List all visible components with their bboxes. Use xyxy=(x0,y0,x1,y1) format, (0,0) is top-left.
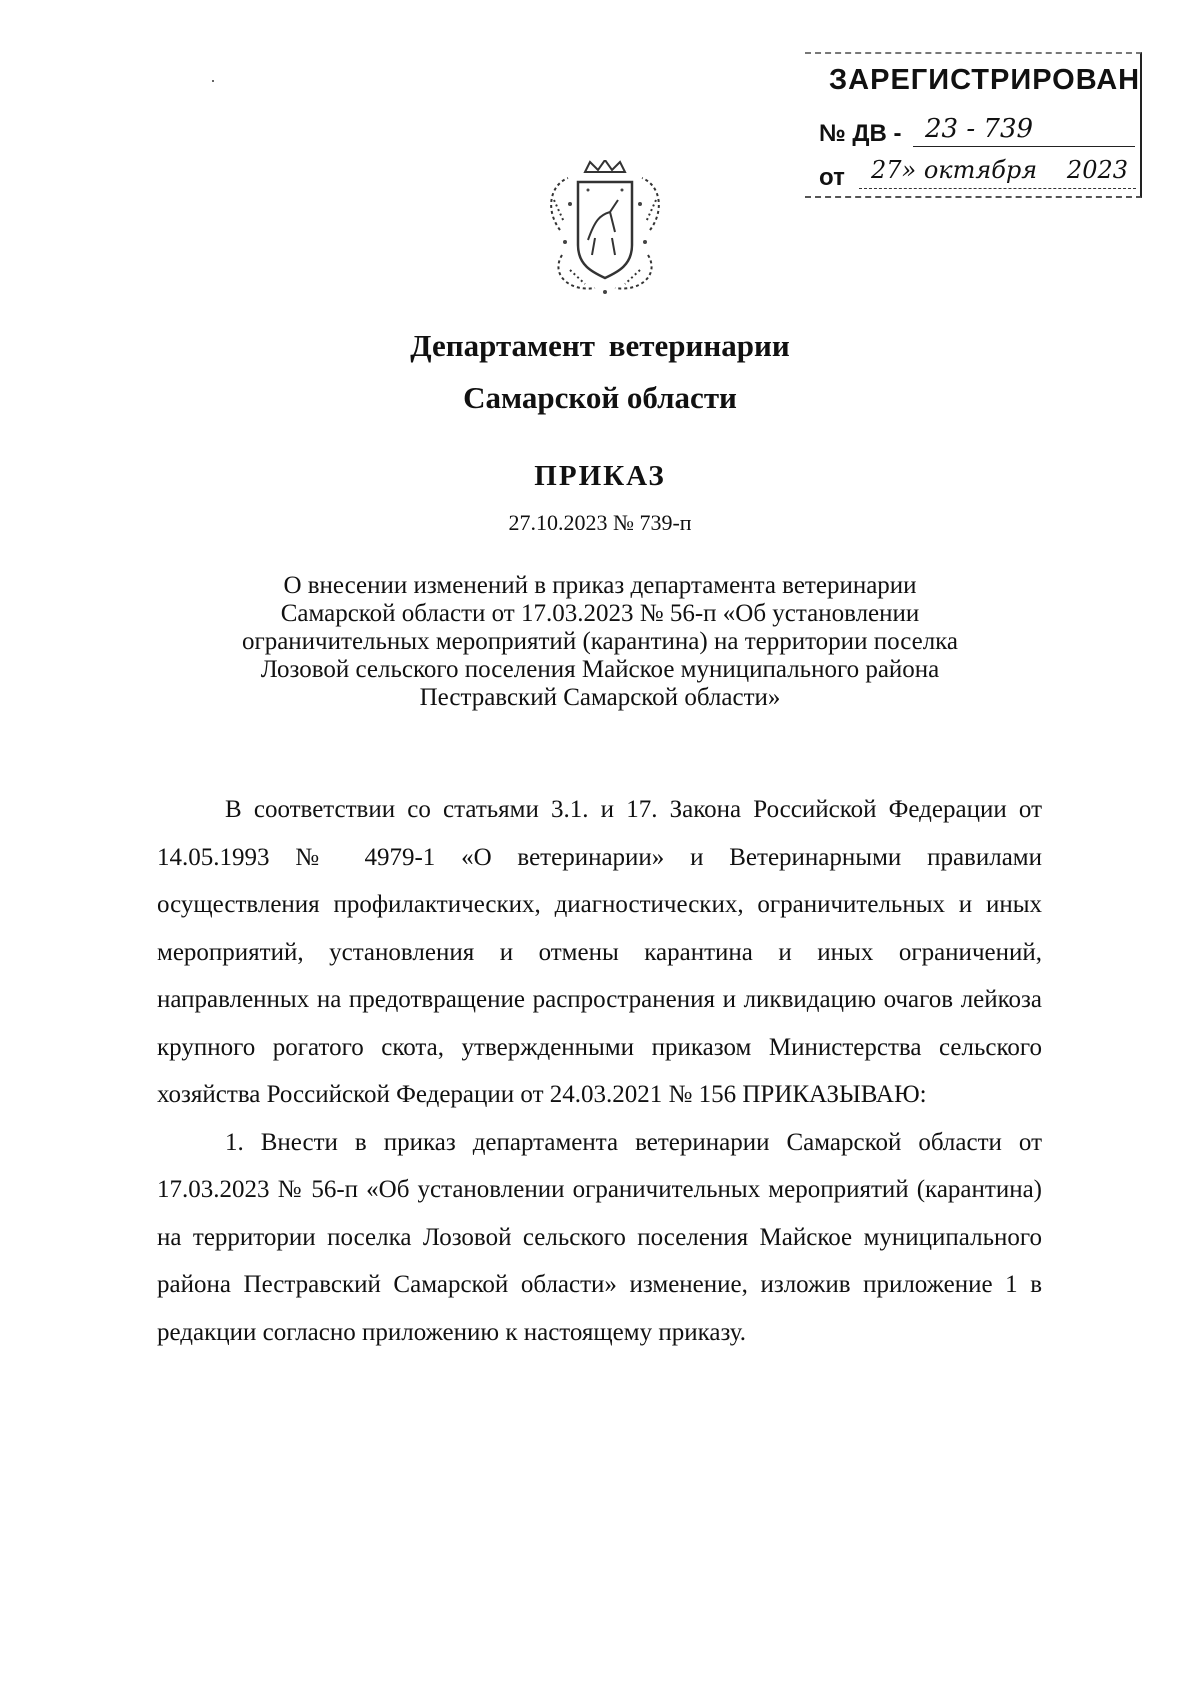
stamp-date-year: 2023 xyxy=(1066,156,1128,184)
clause-1-paragraph: 1. Внести в приказ департамента ветеринарии Самарской области от 17.03.2023 № 56-п «Об установлении ограничительных мероприятий (карантина) на территории поселка Лозовой сельского поселения Майское муниципального района Пестравский Самарской области» изменение, изложив приложение 1 в редакции согласно приложению к настоящему приказу. xyxy=(157,1128,1042,1346)
order-body xyxy=(157,786,1042,1356)
subject-line: О внесении изменений в приказ департамента ветеринарии xyxy=(283,572,917,599)
subject-line: Лозовой сельского поселения Майское муниципального района xyxy=(260,656,940,683)
stamp-date-value xyxy=(859,156,1136,189)
subject-line: ограничительных мероприятий (карантина) на территории поселка xyxy=(241,628,959,655)
order-subject xyxy=(0,572,1200,712)
samara-coat-of-arms-icon xyxy=(540,160,670,300)
subject-line: Самарской области от 17.03.2023 № 56-п «Об установлении xyxy=(280,600,920,627)
stamp-date-day-month: 27» октября xyxy=(871,156,1038,184)
stamp-number-value: 23 - 739 xyxy=(913,114,1135,147)
stamp-date-label: от xyxy=(819,164,845,191)
document-date-number: 27.10.2023 № 739-п xyxy=(508,510,692,535)
scan-speck xyxy=(212,80,214,82)
stamp-title: ЗАРЕГИСТРИРОВАН xyxy=(829,64,1141,96)
document-type-title: ПРИКАЗ xyxy=(534,460,666,492)
subject-line: Пестравский Самарской области» xyxy=(419,684,781,711)
registration-stamp xyxy=(805,52,1142,198)
preamble-paragraph: В соответствии со статьями 3.1. и 17. Закона Российской Федерации от 14.05.1993 № 4979-1 «О ветеринарии» и Ветеринарными правилами осуществления профилактических, диагностических, ограничительных и иных мероприятий, установления и отмены карантина и иных ограничений, направленных на предотвращение распространения и ликвидацию очагов лейкоза крупного рогатого скота, утвержденными приказом Министерства сельского хозяйства Российской Федерации от 24.03.2021 № 156 ПРИКАЗЫВАЮ: xyxy=(157,796,1042,1108)
department-name-line2: Самарской области xyxy=(463,380,737,415)
stamp-number-label: № ДВ - xyxy=(819,120,902,147)
department-name-line1: Департамент ветеринарии xyxy=(410,328,790,363)
